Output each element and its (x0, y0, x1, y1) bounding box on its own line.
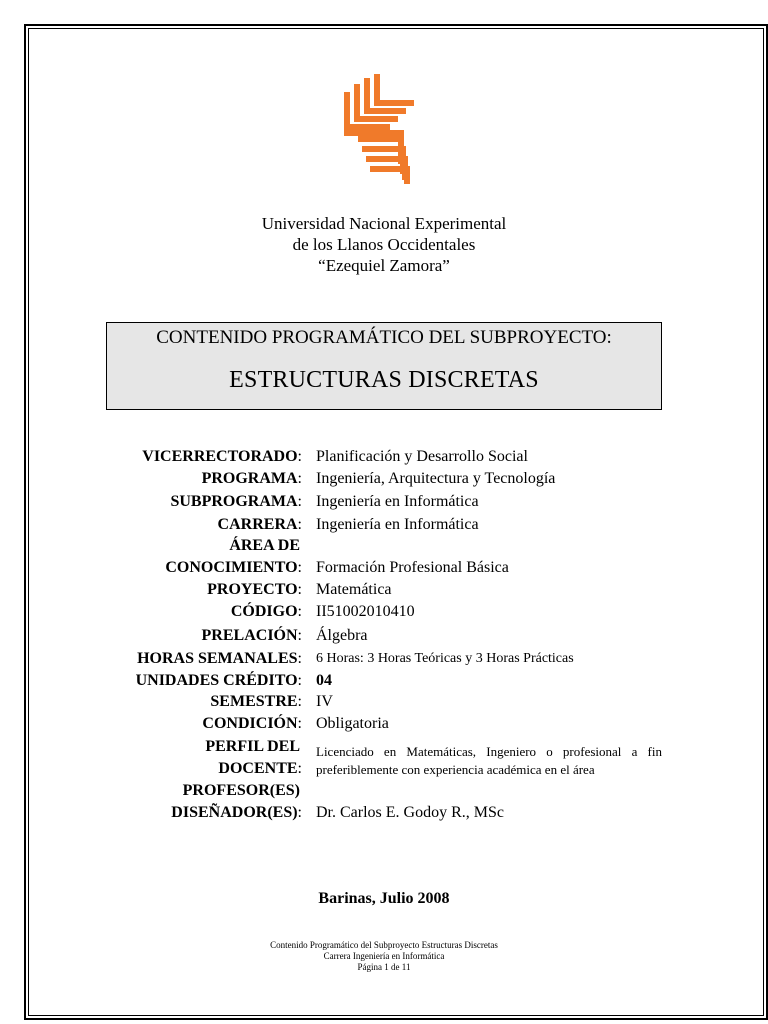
field-value-perfil: Licenciado en Matemáticas, Ingeniero o profesional a fin preferiblemente con experiencia académica en el área (316, 744, 662, 777)
colon: : (297, 693, 302, 710)
field-value: Álgebra (316, 627, 368, 644)
field-label: SUBPROGRAMA (170, 493, 298, 510)
field-label: VICERRECTORADO (142, 448, 298, 465)
colon: : (297, 448, 302, 465)
university-name (0, 213, 768, 276)
field-semestre (0, 691, 768, 713)
place-date: Barinas, Julio 2008 (318, 890, 450, 907)
field-label: HORAS SEMANALES (137, 650, 298, 667)
field-value: Ingeniería, Arquitectura y Tecnología (316, 470, 556, 487)
field-disenador (0, 802, 768, 824)
field-label: DISEÑADOR(ES) (171, 804, 298, 821)
field-label: ÁREA DE (229, 537, 300, 554)
field-value: Obligatoria (316, 715, 389, 732)
field-label: CÓDIGO (230, 603, 298, 620)
field-label: PERFIL DEL (205, 738, 300, 755)
title-box (106, 322, 662, 410)
unellez-logo (336, 74, 436, 184)
colon: : (297, 627, 302, 644)
field-profesores-line1 (0, 780, 768, 802)
colon: : (297, 559, 302, 576)
field-label: PROGRAMA (201, 470, 298, 487)
page-footer (0, 940, 768, 973)
field-label: DOCENTE (218, 760, 298, 777)
colon: : (297, 715, 302, 732)
field-label: SEMESTRE (210, 693, 298, 710)
field-value: Dr. Carlos E. Godoy R., MSc (316, 804, 504, 821)
field-label: PROFESOR(ES) (182, 782, 300, 799)
field-programa (0, 468, 768, 490)
field-carrera (0, 514, 768, 536)
field-subprograma (0, 491, 768, 513)
field-codigo (0, 601, 768, 623)
title-subject: ESTRUCTURAS DISCRETAS (229, 367, 539, 393)
field-condicion (0, 713, 768, 735)
field-unidades (0, 670, 768, 692)
field-proyecto (0, 579, 768, 601)
colon: : (297, 804, 302, 821)
field-value: Ingeniería en Informática (316, 493, 479, 510)
university-line-1: Universidad Nacional Experimental (261, 214, 507, 233)
field-label: CONDICIÓN (202, 715, 298, 732)
field-value: II51002010410 (316, 603, 415, 620)
field-vicerrectorado (0, 446, 768, 468)
footer-page-number: Página 1 de 11 (357, 962, 411, 972)
colon: : (297, 603, 302, 620)
colon: : (297, 581, 302, 598)
field-label: UNIDADES CRÉDITO (135, 672, 298, 689)
colon: : (297, 470, 302, 487)
field-value: IV (316, 693, 333, 710)
field-area-line1 (0, 535, 768, 557)
field-value: 6 Horas: 3 Horas Teóricas y 3 Horas Prácticas (316, 651, 574, 666)
field-area (0, 557, 768, 579)
field-label: PRELACIÓN (201, 627, 298, 644)
field-prelacion (0, 625, 768, 647)
field-value: Planificación y Desarrollo Social (316, 448, 528, 465)
colon: : (297, 760, 302, 777)
title-header: CONTENIDO PROGRAMÁTICO DEL SUBPROYECTO: (156, 327, 612, 348)
field-value: 04 (316, 672, 332, 689)
university-line-2: de los Llanos Occidentales (292, 235, 476, 254)
field-label: PROYECTO (207, 581, 298, 598)
field-value: Matemática (316, 581, 392, 598)
field-label: CARRERA (217, 516, 298, 533)
colon: : (297, 650, 302, 667)
field-horas (0, 648, 768, 670)
colon: : (297, 672, 302, 689)
field-label: CONOCIMIENTO (165, 559, 298, 576)
field-value: Ingeniería en Informática (316, 516, 479, 533)
colon: : (297, 493, 302, 510)
footer-line-1: Contenido Programático del Subproyecto Estructuras Discretas (270, 940, 498, 950)
university-line-3: “Ezequiel Zamora” (318, 256, 450, 275)
colon: : (297, 516, 302, 533)
field-value: Formación Profesional Básica (316, 559, 509, 576)
footer-line-2: Carrera Ingeniería en Informática (323, 951, 445, 961)
